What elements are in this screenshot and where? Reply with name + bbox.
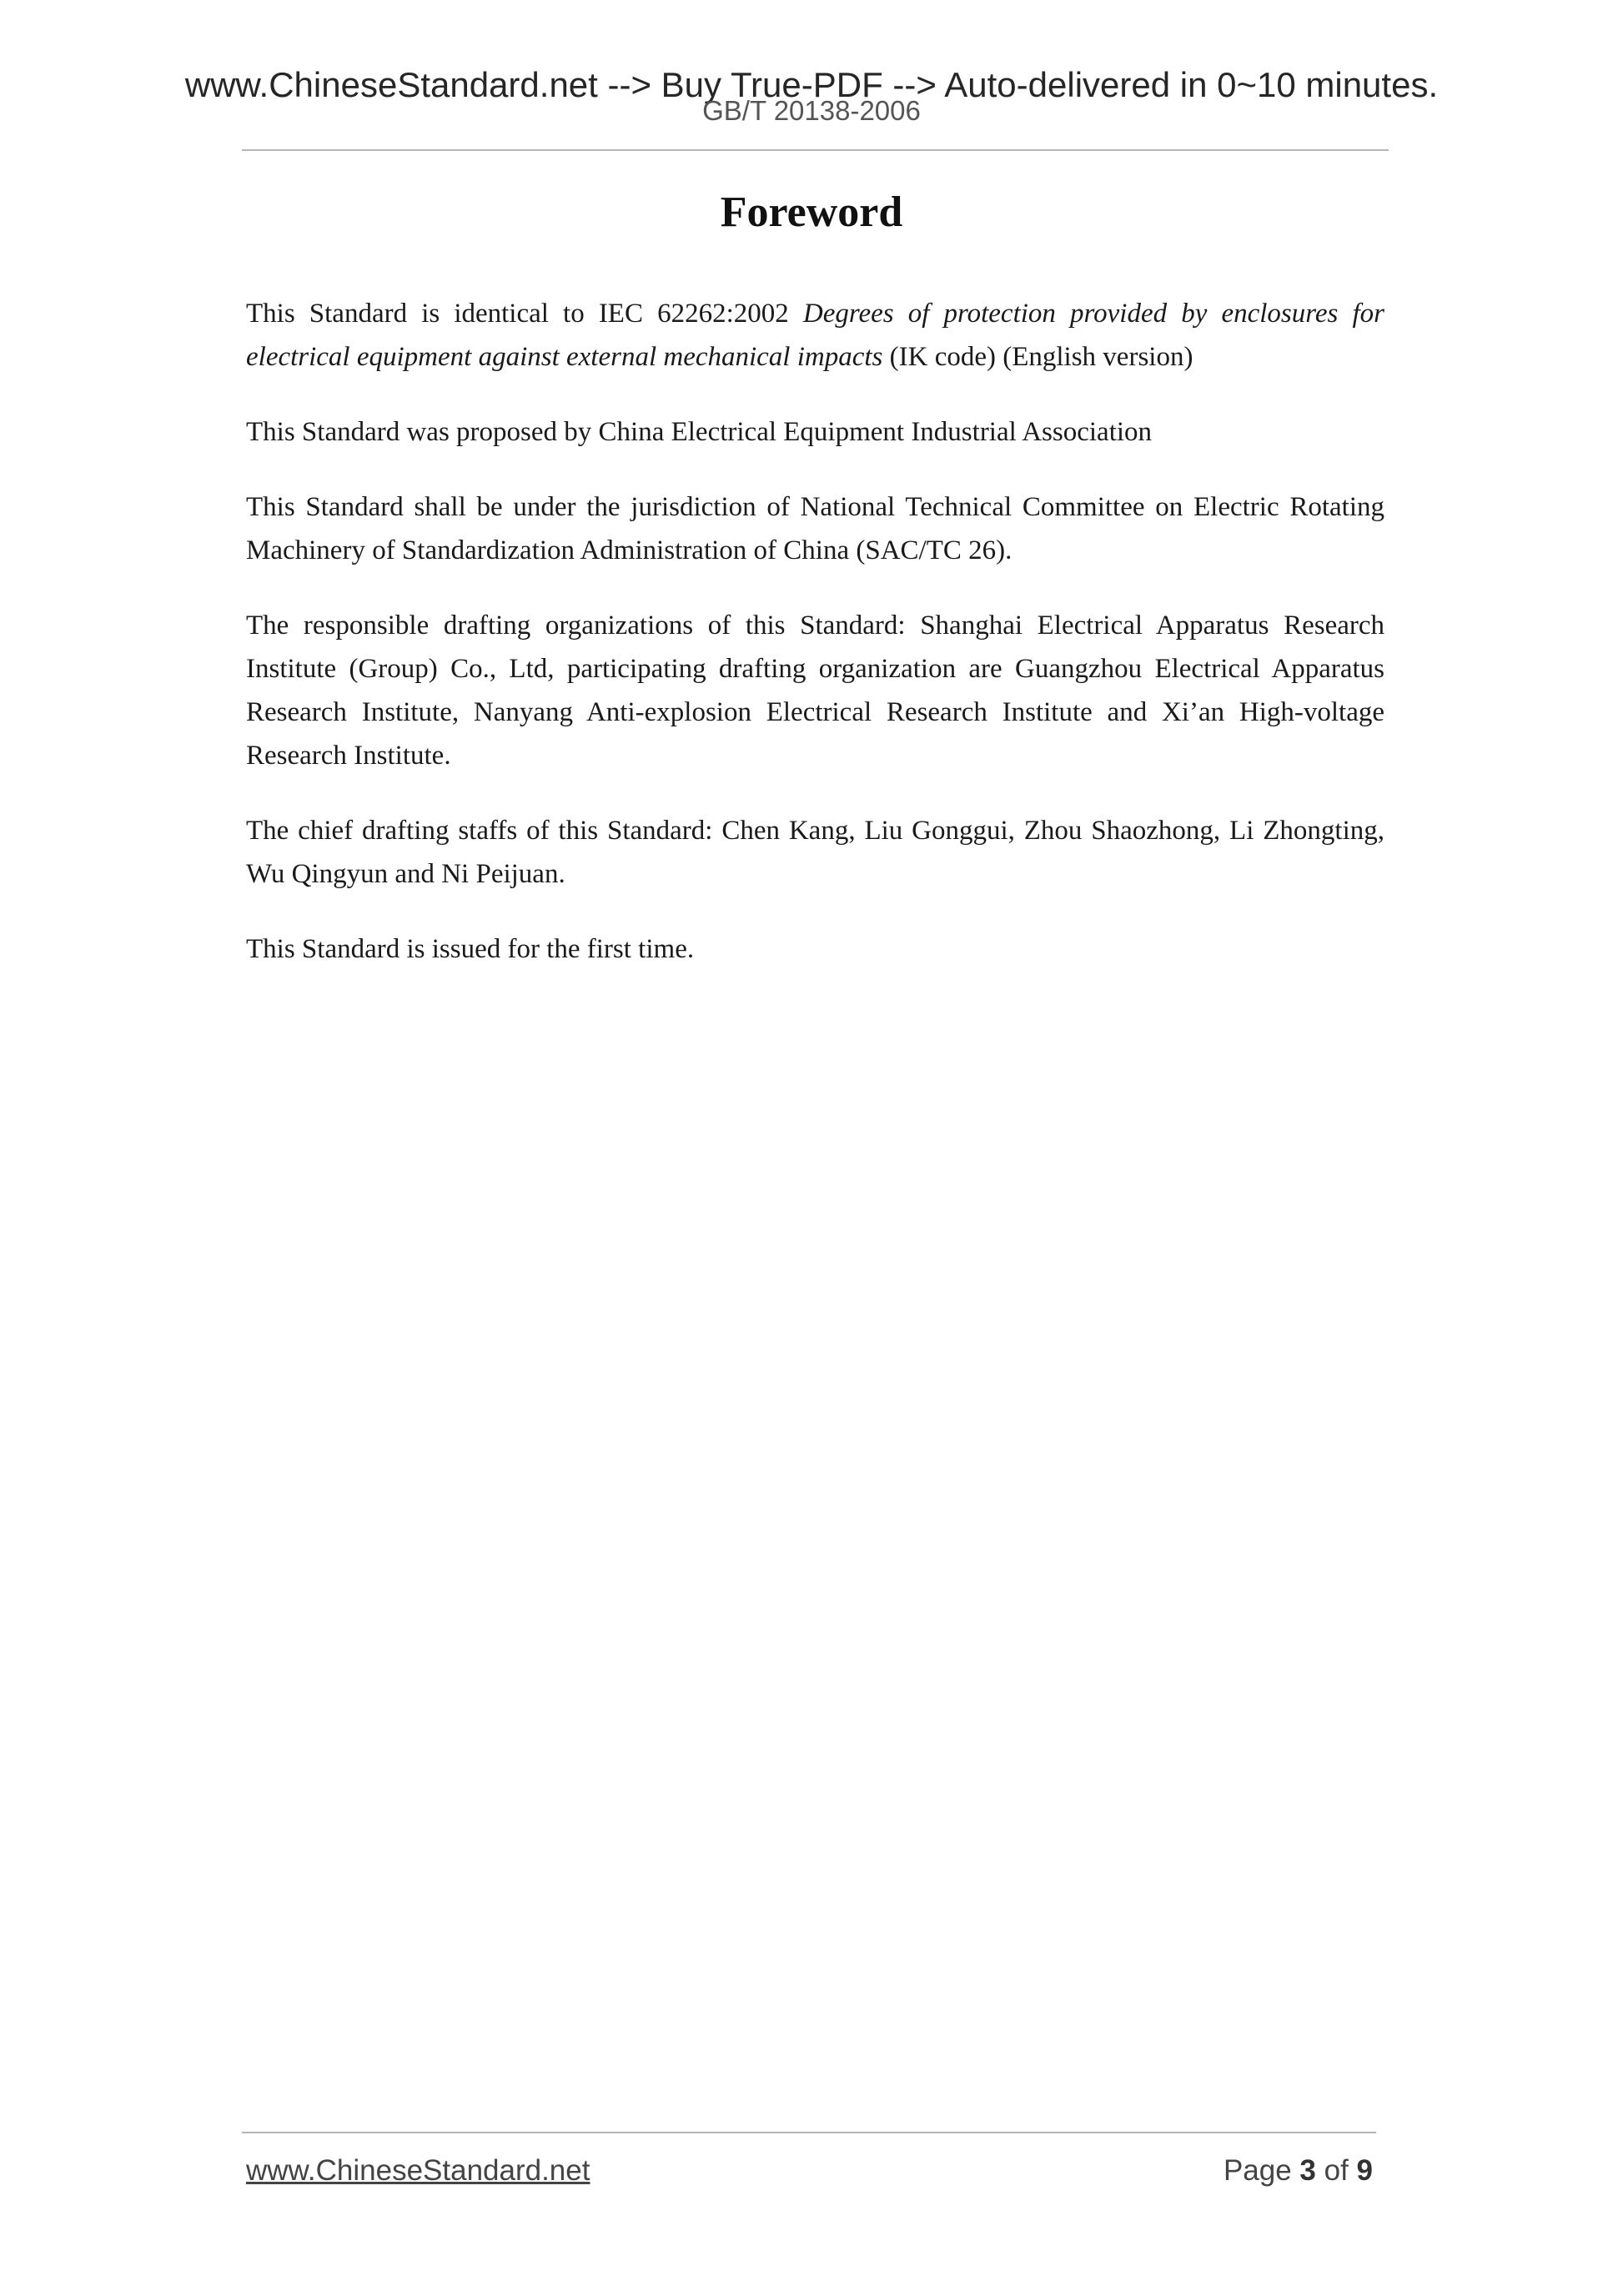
paragraph-first-issue: This Standard is issued for the first time. — [246, 934, 695, 964]
paragraph-drafting-organizations: The responsible drafting organizations of this Standard: Shanghai Electrical Apparatus Research Institute (Group) Co., Ltd, participating drafting organization are Guangzhou Electrical Apparatus Research Institute, Nanyang Anti-explosion Electrical Research Institute and Xi’an High-voltage Research Institute. — [246, 610, 1384, 771]
paragraph-drafting-staff: The chief drafting staffs of this Standard: Chen Kang, Liu Gonggui, Zhou Shaozhong, Li Zhongting, Wu Qingyun and Ni Peijuan. — [246, 816, 1384, 889]
paragraph-proposed-by: This Standard was proposed by China Electrical Equipment Industrial Association — [246, 417, 1153, 447]
page-title: Foreword — [720, 188, 903, 236]
paragraph-jurisdiction: This Standard shall be under the jurisdiction of National Technical Committee on Electric Rotating Machinery of Standardization Administration of China (SAC/TC 26). — [246, 492, 1384, 565]
document-code: GB/T 20138-2006 — [702, 95, 921, 126]
page-label: Page — [1223, 2154, 1300, 2187]
footer-site-link[interactable]: www.ChineseStandard.net — [246, 2154, 590, 2187]
total-pages: 9 — [1356, 2154, 1373, 2187]
site-banner: www.ChineseStandard.net --> Buy True-PDF --> Auto-delivered in 0~10 minutes. — [184, 65, 1439, 104]
header-divider — [242, 149, 1389, 151]
current-page: 3 — [1299, 2154, 1316, 2187]
paragraph-identical-standard — [246, 292, 1384, 379]
paragraph-text: This Standard is identical to IEC 62262:2002 — [246, 299, 803, 329]
paragraph-text: (IK code) (English version) — [882, 342, 1193, 372]
footer-divider — [242, 2132, 1376, 2133]
page-of-label: of — [1315, 2154, 1357, 2187]
foreword-body — [246, 292, 1384, 1002]
standard-title: Degrees of protection provided by enclosures for electrical equipment against external mechanical impacts — [246, 299, 1385, 372]
page-number — [1224, 2154, 1373, 2188]
